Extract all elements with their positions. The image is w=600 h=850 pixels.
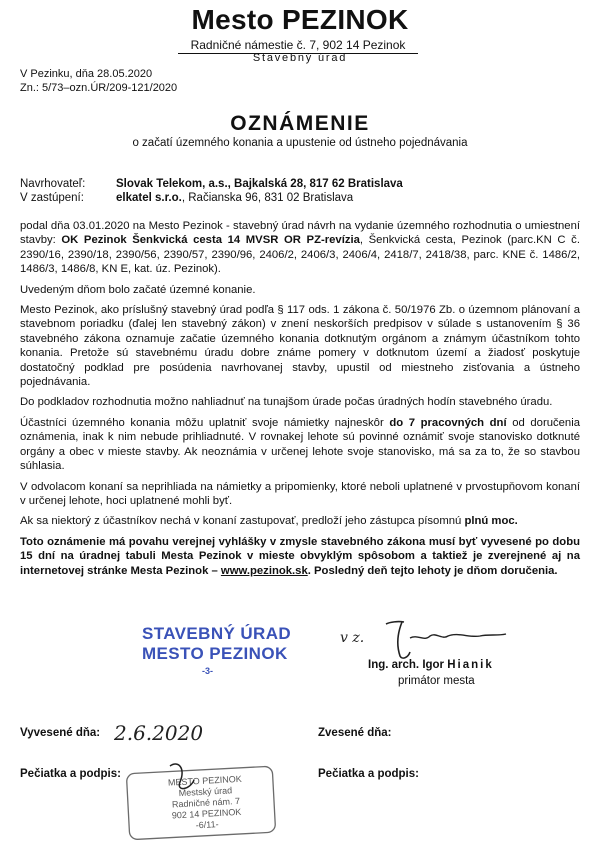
notice-heading: OZNÁMENIE	[230, 112, 370, 135]
stamp-signature-label-left: Pečiatka a podpis:	[20, 768, 121, 780]
paragraph-text: , Šenkvická cesta, Pezinok (parc.KN C č. 2390/16, 2390/18, 2390/56, 2390/57, 2390/96, 2406/2, 2406/3, 2406/4, 2418/7, 2418/38, parc. KNE č. 1486/2, 1486/3, 1486/8, KN E, kat. úz. Pezinok).	[20, 234, 580, 276]
svg-text:-6/11-: -6/11-	[195, 819, 219, 831]
svg-text:Mestský úrad: Mestský úrad	[178, 785, 233, 799]
stamp-line-1: STAVEBNÝ ÚRAD	[142, 624, 292, 643]
office-name: Stavebný úrad	[252, 52, 348, 64]
posted-label: Vyvesené dňa:	[20, 727, 101, 739]
paragraph-text: Účastníci územného konania môžu uplatniť svoje námietky najneskôr	[20, 416, 390, 429]
power-of-attorney: plnú moc.	[464, 515, 518, 528]
municipality-address: Radničné námestie č. 7, 902 14 Pezinok	[178, 38, 418, 54]
svg-text:MESTO PEZINOK: MESTO PEZINOK	[167, 773, 242, 788]
applicant-value: Slovak Telekom, a.s., Bajkalská 28, 817 62 Bratislava	[116, 178, 403, 190]
paragraph-objections	[20, 416, 580, 474]
paragraph-text: Ak sa niektorý z účastníkov nechá v konaní zastupovať, predloží jeho zástupca písomnú	[20, 515, 465, 528]
case-number: Zn.: 5/73–ozn.ÚR/209-121/2020	[20, 82, 178, 94]
signer-name	[368, 659, 494, 671]
municipal-round-stamp	[120, 760, 280, 840]
representative-label: V zastúpení:	[20, 192, 84, 204]
paragraph-application	[20, 219, 580, 277]
posted-date-value: 2.6.2020	[114, 721, 204, 745]
construction-name: OK Pezinok Šenkvická cesta 14 MVSR OR PZ-revízia	[61, 234, 360, 247]
paragraph-text: podal dňa 03.01.2020 na Mesto Pezinok - stavebný úrad návrh na vydanie územného rozhodnutia o umiestnení stavby:	[20, 220, 580, 247]
paragraph-text: Toto oznámenie má povahu verejnej vyhlášky v zmysle stavebného zákona musí byť vyvesené po dobu 15 dní na úradnej tabuli Mesta Pezinok v mieste obvyklým spôsobom a taktiež je zverejnené aj na internetovej stránke Mesta Pezinok –	[20, 535, 580, 577]
svg-text:902 14 PEZINOK: 902 14 PEZINOK	[171, 806, 242, 821]
signature-prefix: v z.	[340, 630, 365, 646]
paragraph-started: Uvedeným dňom bolo začaté územné konanie.	[20, 283, 256, 296]
stamp-signature-label-right: Pečiatka a podpis:	[318, 768, 419, 780]
paragraph-appeal: V odvolacom konaní sa neprihliada na námietky a pripomienky, ktoré neboli uplatnené v prvostupňovom konaní v určenej lehote, hoci uplatnené mohli byť.	[20, 480, 580, 507]
stamp-line-2: MESTO PEZINOK	[142, 644, 288, 663]
removed-label: Zvesené dňa:	[318, 727, 392, 739]
signer-surname: Hianik	[447, 659, 494, 671]
date-line: V Pezinku, dňa 28.05.2020	[20, 68, 153, 80]
stamp-line-3: -3-	[202, 666, 213, 676]
notice-subheading: o začatí územného konania a upustenie od ústneho pojednávania	[132, 137, 468, 149]
paragraph-authority: Mesto Pezinok, ako príslušný stavebný úrad podľa § 117 ods. 1 zákona č. 50/1976 Zb. o územnom plánovaní a stavebnom poriadku (ďalej len stavebný zákon) v znení neskorších predpisov v súlade s ustanovením § 36 stavebného zákona oznamuje začatie územného konania dotknutým orgánom a známym účastníkom tohto konania. Pretože sú stavebnému úradu dobre známe pomery v dotknutom území a žiadosť poskytuje dostatočný podklad pre posúdenia navrhovanej stavby, upustil od miestneho zisťovania a ústneho pojednávania.	[20, 304, 580, 389]
signer-title: primátor mesta	[398, 675, 475, 687]
posted-date-handwritten	[112, 718, 222, 748]
applicant-row	[20, 178, 403, 190]
representative-row	[20, 192, 353, 204]
paragraph-documents: Do podkladov rozhodnutia možno nahliadnuť na tunajšom úrade počas úradných hodín stavebného úradu.	[20, 396, 553, 409]
website-link[interactable]: www.pezinok.sk	[220, 564, 308, 577]
paragraph-representation	[20, 514, 580, 528]
representative-address: , Račianska 96, 831 02 Bratislava	[181, 192, 354, 204]
paragraph-text: od doručenia oznámenia, inak k nim nebude prihliadnuté. V rovnakej lehote sú povinné oznámiť svoje stanovisko dotknuté orgány a obec v mieste stavby. Ak neoznámia v určenej lehote svoje stanovisko, má sa za to, že so stavbou súhlasia.	[20, 416, 581, 473]
document-body	[20, 219, 580, 584]
svg-text:Radničné nám. 7: Radničné nám. 7	[171, 795, 241, 810]
municipality-title: Mesto PEZINOK	[191, 4, 409, 35]
signer-name-prefix: Ing. arch. Igor	[368, 659, 448, 671]
paragraph-text: . Posledný deň tejto lehoty je dňom doručenia.	[307, 564, 558, 577]
office-stamp	[142, 624, 302, 676]
deadline-text: do 7 pracovných dní	[389, 416, 507, 429]
representative-company: elkatel s.r.o.	[116, 192, 182, 204]
mayor-signature	[338, 616, 528, 662]
public-notice-paragraph	[20, 535, 580, 578]
applicant-label: Navrhovateľ:	[20, 178, 86, 190]
